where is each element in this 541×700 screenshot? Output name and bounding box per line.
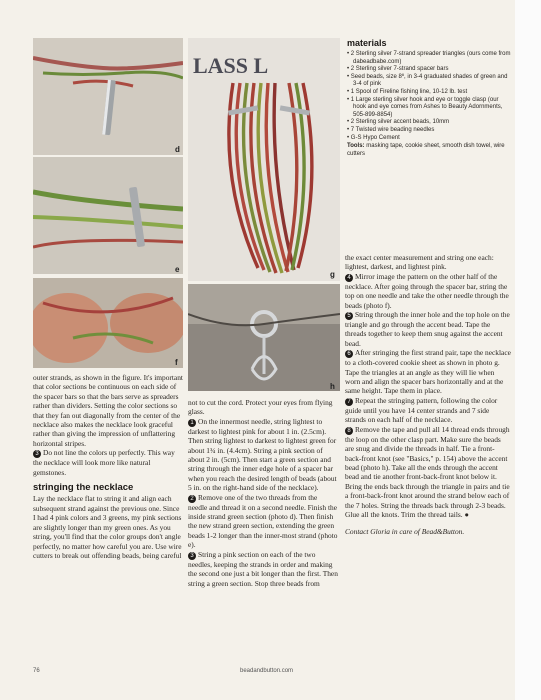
photo-label-d: d [175, 145, 180, 154]
step-number: 8 [345, 427, 353, 435]
materials-item: • 2 Sterling silver 7-strand spacer bars [347, 66, 449, 73]
materials-item: • Seed beads, size 8º, in 3-4 graduated shades of green and 3-4 of pink [347, 73, 508, 88]
page-edge [515, 0, 541, 700]
photo-e [33, 157, 183, 274]
paragraph: 4 Mirror image the pattern on the other half of the necklace. After going through the spacer bar, string the top on one needle and take the other needle through the beads (photo f). [345, 271, 509, 310]
end-mark-icon: ● [464, 509, 469, 519]
page-number: 76 [33, 668, 40, 674]
tools-line: Tools: masking tape, cookie sheet, smooth dish towel, wire cutters [347, 143, 505, 157]
paragraph: 6 After stringing the first strand pair, tape the necklace to a cloth-covered cookie sheet as shown in photo g. Tape the triangles at an angle as they will lie when worn and align the spacer bars horizontally and at the same height. Tape them in place. [345, 348, 511, 396]
materials-heading: materials [347, 38, 387, 48]
photo-g [188, 38, 340, 281]
step-number: 7 [345, 398, 353, 406]
contact-line: Contact Gloria in care of Bead&Button. [345, 527, 465, 537]
photo-f [33, 278, 183, 368]
paragraph: 7 Repeat the stringing pattern, following the color guide until you have 14 center strands and 7 side strands on each half of the necklace. [345, 395, 498, 425]
paragraph: 2 Remove one of the two threads from the needle and thread it on a second needle. Finish the inside strand green section (photo d). Then finish the new strand green section, extending the green beads 1-2 longer than the inner-most strand (photo e). [188, 492, 338, 550]
text-column-2 [188, 398, 338, 588]
paragraph: 3 Do not line the colors up perfectly. This way the necklace will look more like natural gemstones. [33, 448, 175, 477]
svg-text:LASS L: LASS L [193, 53, 269, 78]
footer-site: beadandbutton.com [240, 668, 294, 674]
step-number: 2 [188, 495, 196, 503]
materials-item: • 1 Spool of Fireline fishing line, 10-12 lb. test [347, 88, 468, 95]
materials-item: • G-S Hypo Cement [347, 134, 400, 141]
photo-label-f: f [175, 358, 178, 367]
paragraph: not to cut the cord. Protect your eyes from flying glass. [188, 398, 333, 417]
subheading: stringing the necklace [33, 482, 134, 494]
step-number: 6 [345, 350, 353, 358]
materials-list [347, 51, 512, 142]
photo-label-g: g [330, 270, 335, 279]
step-number: 1 [188, 419, 196, 427]
text-column-3 [345, 253, 511, 537]
photo-d [33, 38, 183, 155]
paragraph: 1 On the innermost needle, string lightest to darkest to lightest pink for about 1 in. (2.5cm). Then string lightest to darkest to lightest green for about 1¾ in. (4.4cm). String a pink section of about 2 in. (5cm). Then start a green section and string through the inner edge hole of a spacer bar when you reach the desired length of beads (about 5 in. on the right-hand side of the necklace). [188, 416, 337, 493]
materials-item: • 2 Sterling silver 7-strand spreader triangles (ours come from dabeadbabe.com) [347, 51, 511, 65]
paragraph: 3 String a pink section on each of the two needles, keeping the strands in order and making the second one just a bit longer than the first. Then string a green section. Stop three beads from [188, 549, 338, 588]
materials-item: • 2 Sterling silver accent beads, 10mm [347, 119, 450, 126]
photo-label-e: e [175, 265, 180, 274]
paragraph: 8 Remove the tape and pull all 14 thread ends through the loop on the other clasp part. Make sure the beads are snug and divide the threads in half. Tie a front-back-front knot (see "Basics," p. 154) above the accent bead (photo h). Take all the ends through the accent bead and tie another front-back-front knot below it. Bring the ends back through the triangle in pairs and tie a front-back-front knot around the strand below each of the 7 holes. String the threads back through 2-3 beads. Glue all the knots. Trim the thread tails. ● [345, 424, 510, 519]
step-number: 3 [188, 552, 196, 560]
step-number: 3 [33, 450, 41, 458]
step-number: 5 [345, 312, 353, 320]
materials-item: • 1 Large sterling silver hook and eye or toggle clasp (our hook and eye comes from Ashes to Beauty Adornments, 505-899-8854) [347, 96, 503, 118]
paragraph: 5 String through the inner hole and the top hole on the triangle and go through the accent bead. Tape the threads together to keep them snug against the accent bead. [345, 310, 510, 348]
text-column-1 [33, 373, 183, 560]
paragraph: the exact center measurement and string one each: lightest, darkest, and lightest pink. [345, 253, 494, 272]
photo-h [188, 284, 340, 391]
step-number: 4 [345, 274, 353, 282]
materials-item: • 7 Twisted wire beading needles [347, 126, 435, 133]
materials-box [347, 38, 512, 158]
paragraph: Lay the necklace flat to string it and align each subsequent strand against the previous one. Since I had 4 pink colors and 3 greens, my pink sections are slightly longer than my green ones. As you string, you'll find that the color groups don't angle perfectly, no matter how careful you are. Use wire cutters to break out offending beads, being careful [33, 494, 182, 560]
photo-label-h: h [330, 382, 335, 391]
paragraph: outer strands, as shown in the figure. It's important that color sections be continuous on each side of the spacer bars so that the bars serve as spreaders rather than dividers. Setting the color sections so that they fan out diagonally from the center of the necklace also makes the necklace look graceful rather than giving the impression of unflattering horizontal stripes. [33, 373, 183, 448]
